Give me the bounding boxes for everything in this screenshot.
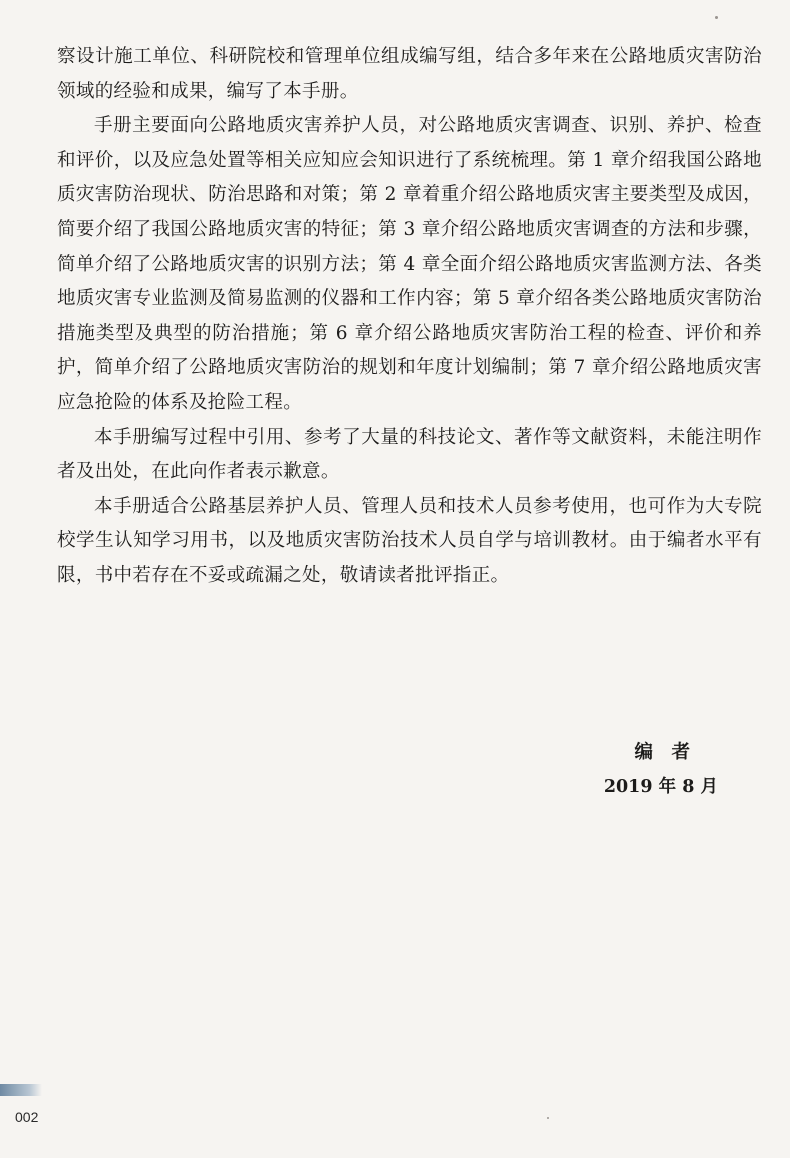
author-signature: 编 者: [634, 742, 696, 763]
paragraph-references: 本手册编写过程中引用、参考了大量的科技论文、著作等文献资料，未能注明作者及出处，在此向作者表示歉意。: [57, 426, 762, 483]
paragraph-contents-overview: 手册主要面向公路地质灾害养护人员，对公路地质灾害调查、识别、养护、检查和评价，以及应急处置等相关应知应会知识进行了系统梳理。第 1 章介绍我国公路地质灾害防治现状、防治思路和对策；第 2 章着重介绍公路地质灾害主要类型及成因，简要介绍了我国公路地质灾害的特征；第 3 章介绍公路地质灾害调查的方法和步骤，简单介绍了公路地质灾害的识别方法；第 4 章全面介绍公路地质灾害监测方法、各类地质灾害专业监测及简易监测的仪器和工作内容；第 5 章介绍各类公路地质灾害防治措施类型及典型的防治措施；第 6 章介绍公路地质灾害防治工程的检查、评价和养护，简单介绍了公路地质灾害防治的规划和年度计划编制；第 7 章介绍公路地质灾害应急抢险的体系及抢险工程。: [57, 115, 762, 413]
paragraph-audience: 本手册适合公路基层养护人员、管理人员和技术人员参考使用，也可作为大专院校学生认知学习用书，以及地质灾害防治技术人员自学与培训教材。由于编者水平有限，书中若存在不妥或疏漏之处，敬请读者批评指正。: [57, 495, 762, 586]
preface-date: 2019 年 8 月: [603, 777, 718, 797]
paragraph-continued: 察设计施工单位、科研院校和管理单位组成编写组，结合多年来在公路地质灾害防治领域的经验和成果，编写了本手册。: [57, 46, 762, 102]
paper-speck: [547, 1117, 549, 1119]
page-number: 002: [15, 1109, 39, 1125]
paper-speck: [715, 16, 718, 19]
page-edge-tab: [0, 1084, 42, 1096]
body-text: [57, 40, 762, 594]
